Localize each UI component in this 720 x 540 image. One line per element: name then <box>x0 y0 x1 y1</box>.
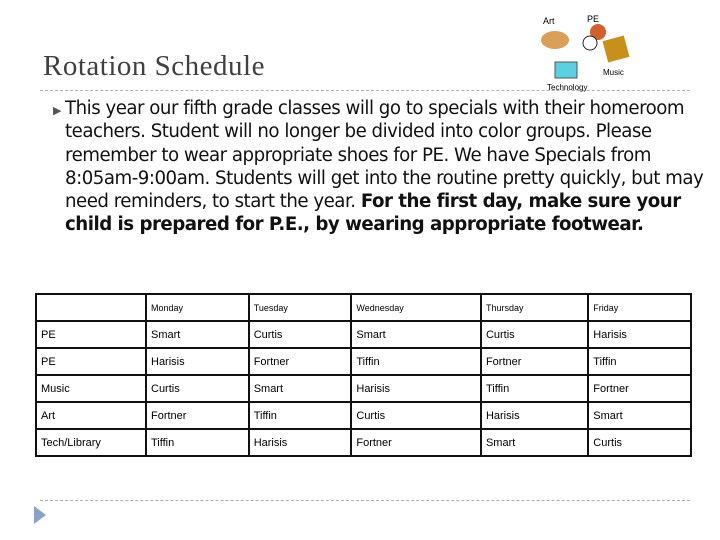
table-row <box>36 429 691 456</box>
clipart-label-music: Music <box>603 68 624 77</box>
teacher-cell: Fortner <box>351 429 481 456</box>
special-cell: Tech/Library <box>36 429 146 456</box>
teacher-cell: Fortner <box>146 402 249 429</box>
teacher-cell: Smart <box>146 321 249 348</box>
clipart-label-pe: PE <box>587 14 600 24</box>
teacher-cell: Harisis <box>249 429 352 456</box>
teacher-cell: Smart <box>588 402 691 429</box>
teacher-cell: Curtis <box>588 429 691 456</box>
body-text-bold: For the first day, make sure your child is prepared for P.E., by wearing appropriate footwear. <box>65 191 681 236</box>
teacher-cell: Tiffin <box>146 429 249 456</box>
table-row <box>36 375 691 402</box>
header-cell: Tuesday <box>249 294 352 321</box>
nav-triangle-icon[interactable] <box>34 506 46 524</box>
teacher-cell: Fortner <box>481 348 588 375</box>
teacher-cell: Curtis <box>351 402 481 429</box>
teacher-cell: Curtis <box>481 321 588 348</box>
special-cell: PE <box>36 321 146 348</box>
header-cell: Friday <box>588 294 691 321</box>
footer-divider <box>40 500 690 501</box>
body-text-regular: This year our fifth grade classes will go to specials with their homeroom teachers. Student will no longer be divided into color groups. Please remember to wear appropriate shoes for PE. We have Specials from 8:05am-9:00am. Students will get into the routine pretty quickly, but may need reminders, to start the year. <box>65 98 704 213</box>
teacher-cell: Harisis <box>351 375 481 402</box>
bullet-icon: ▶ <box>53 105 62 117</box>
teacher-cell: Tiffin <box>588 348 691 375</box>
header-cell: Wednesday <box>351 294 481 321</box>
specials-clipart <box>535 10 640 95</box>
teacher-cell: Harisis <box>588 321 691 348</box>
teacher-cell: Tiffin <box>351 348 481 375</box>
table-row <box>36 321 691 348</box>
teacher-cell: Harisis <box>146 348 249 375</box>
special-cell: Music <box>36 375 146 402</box>
table-row <box>36 402 691 429</box>
teacher-cell: Tiffin <box>249 402 352 429</box>
schedule-table <box>35 293 692 457</box>
teacher-cell: Fortner <box>249 348 352 375</box>
special-cell: Art <box>36 402 146 429</box>
teacher-cell: Smart <box>351 321 481 348</box>
teacher-cell: Harisis <box>481 402 588 429</box>
teacher-cell: Smart <box>481 429 588 456</box>
table-header-row <box>36 294 691 321</box>
teacher-cell: Curtis <box>249 321 352 348</box>
header-cell: Thursday <box>481 294 588 321</box>
table-row <box>36 348 691 375</box>
teacher-cell: Smart <box>249 375 352 402</box>
clipart-label-art: Art <box>543 16 555 26</box>
header-cell: Monday <box>146 294 249 321</box>
teacher-cell: Fortner <box>588 375 691 402</box>
clipart-label-technology: Technology <box>547 83 588 92</box>
body-text <box>65 97 705 237</box>
header-cell <box>36 294 146 321</box>
teacher-cell: Curtis <box>146 375 249 402</box>
teacher-cell: Tiffin <box>481 375 588 402</box>
special-cell: PE <box>36 348 146 375</box>
slide-title: Rotation Schedule <box>43 50 265 82</box>
